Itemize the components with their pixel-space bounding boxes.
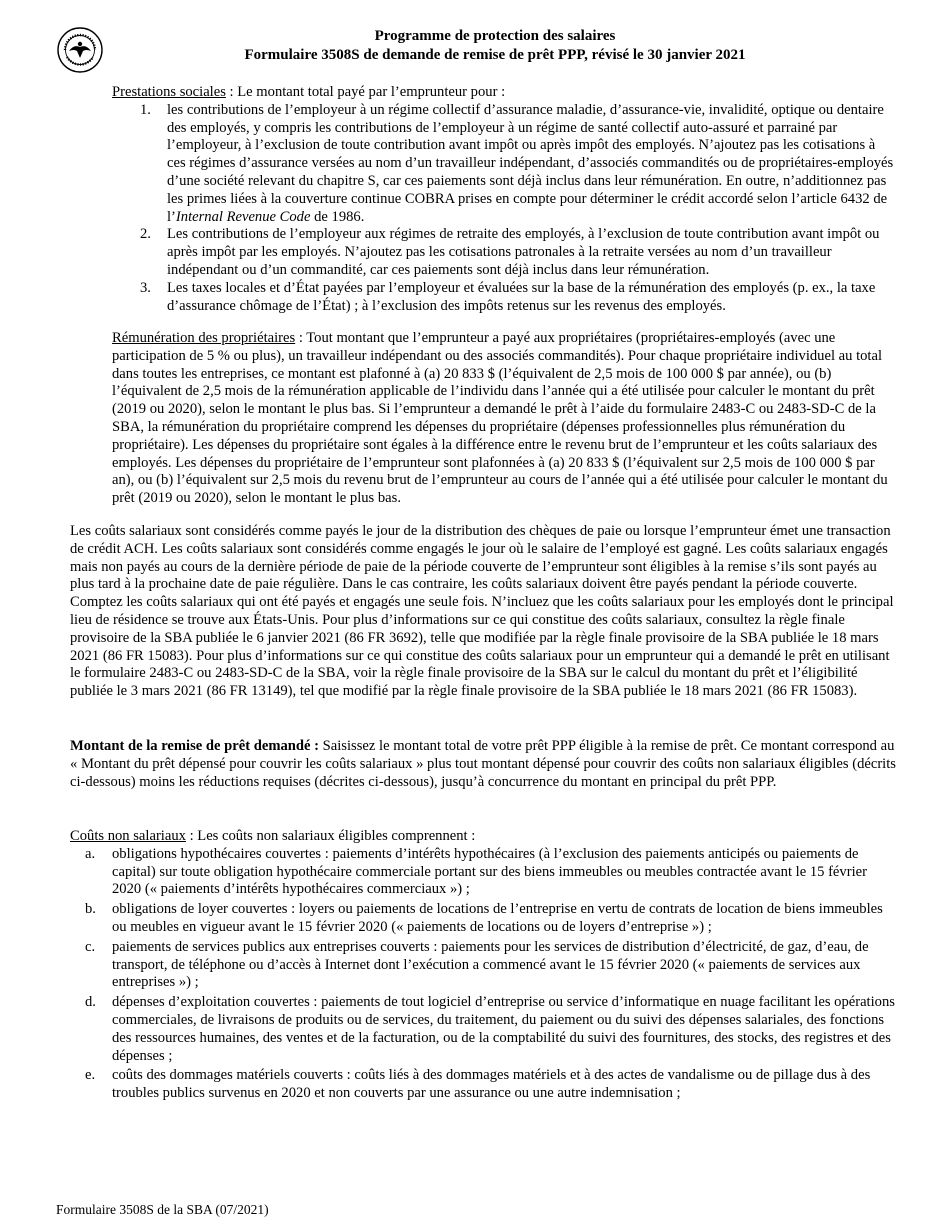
form-title: Formulaire 3508S de demande de remise de prêt PPP, révisé le 30 janvier 2021 xyxy=(244,47,746,63)
list-item: a. obligations hypothécaires couvertes : paiements d’intérêts hypothécaires (à l’exclusion des paiements anticipés ou paiements de capital) sur toute obligation hypothécaire commerciale portant sur des biens immeubles ou meubles contractée avant le 15 février 2020 (« paiements d’intérêts hypothécaires commerciaux ») ; xyxy=(85,845,867,898)
owner-compensation-section xyxy=(112,330,897,508)
owner-compensation-text: Rémunération des propriétaires : Tout montant que l’emprunteur a payé aux propriétaires (propriétaires-employés (avec une participation de 5 % ou plus), un travailleur indépendant ou des associés commandités). Pour chaque propriétaire individuel au total dans toutes les entreprises, ce montant est plafonné à (a) 20 833 $ (l’équivalent de 2,5 mois de 100 000 $ par année), ou (b) l’équivalent de 2,5 mois de la rémunération applicable de l’individu dans l’année qui a été utilisée pour calculer le montant du prêt (2019 ou 2020), selon le montant le plus bas. Si l’emprunteur a demandé le prêt à l’aide du formulaire 2483-C ou 2483-SD-C de la SBA, la rémunération du propriétaire comprend les dépenses du propriétaire (dépenses professionnelles plus rémunération du propriétaire). Les dépenses du propriétaire sont égales à la différence entre le revenu brut de l’emprunteur et les coûts salariaux des employés. Les dépenses du propriétaire de l’emprunteur sont plafonnées à (a) 20 833 $ (l’équivalent sur 2,5 mois de 100 000 $ par an), ou (b) l’équivalent sur 2,5 mois du revenu brut de l’emprunteur au cours de l’année qui a été utilisée pour calculer le montant du prêt (2019 ou 2020), selon le montant le plus bas. xyxy=(112,330,888,507)
list-item: e. coûts des dommages matériels couverts : coûts liés à des dommages matériels et à des actes de vandalisme ou de pillage dus à des troubles publics survenus en 2020 et non couverts par une assurance ou une autre indemnisation ; xyxy=(85,1067,871,1102)
benefits-list xyxy=(112,102,897,316)
payroll-costs-section xyxy=(70,523,897,701)
program-title: Programme de protection des salaires xyxy=(374,28,616,44)
list-item: d. dépenses d’exploitation couvertes : paiements de tout logiciel d’entreprise ou service d’informatique en nuage facilitant les opérations commerciales, de livraisons de produits ou de services, du traitement, du paiement ou du suivi des dépenses salariales, des fonctions des ressources humaines, des ventes et de la facturation, ou de la comptabilité du suivi des fournitures, des stocks, des registres et des dépenses ; xyxy=(85,994,895,1064)
owner-compensation-label: Rémunération des propriétaires xyxy=(112,330,296,346)
page-footer: Formulaire 3508S de la SBA (07/2021) xyxy=(56,1202,269,1217)
benefits-intro: Prestations sociales : Le montant total payé par l’emprunteur pour : xyxy=(112,84,506,100)
nonpayroll-label: Coûts non salariaux xyxy=(70,828,186,844)
forgiveness-amount-section xyxy=(70,738,897,791)
list-item: c. paiements de services publics aux entreprises couverts : paiements pour les services de distribution d’électricité, de gaz, d’eau, de transport, de téléphone ou d’accès à Internet dont l’exécution a commencé avant le 15 février 2020 (« paiements de services aux entreprises ») ; xyxy=(85,938,869,991)
nonpayroll-intro: Coûts non salariaux : Les coûts non salariaux éligibles comprennent : xyxy=(70,828,476,844)
list-item: 1. les contributions de l’employeur à un régime collectif d’assurance maladie, d’assurance-vie, invalidité, optique ou dentaire des employés, y compris les contributions de l’employeur à un régime de santé collectif auto-assuré et parrainé par l’employeur, à l’exclusion de toute contribution avant impôt ou après impôt des employés. N’ajoutez pas les cotisations à ces régimes d’assurance versées au nom d’un travailleur indépendant, d’associés commandités ou de propriétaires-employés d’une société relevant du chapitre S, car ces paiements sont déjà inclus dans leur rémunération. En outre, n’additionnez pas les primes liées à la couverture continue COBRA prises en compte pour déterminer le crédit accordé selon l’article 6432 de l’Internal Revenue Code de 1986. xyxy=(140,101,894,225)
nonpayroll-costs-section xyxy=(70,828,897,1105)
benefits-label: Prestations sociales xyxy=(112,84,226,100)
list-item: 2. Les contributions de l’employeur aux régimes de retraite des employés, à l’exclusion de toute contribution avant impôt ou après impôt par les employés. N’ajoutez pas les cotisations patronales à la retraite versées au nom d’un travailleur indépendant ou d’un commandité, car ces paiements sont déjà inclus dans leur rémunération. xyxy=(140,226,880,278)
benefits-section xyxy=(112,84,897,315)
form-header xyxy=(0,27,950,65)
nonpayroll-list xyxy=(70,846,897,1103)
forgiveness-amount-text: Montant de la remise de prêt demandé : Saisissez le montant total de votre prêt PPP éligible à la remise de prêt. Ce montant correspond au « Montant du prêt dépensé pour couvrir les coûts salariaux » plus tout montant dépensé pour couvrir des coûts non salariaux éligibles (décrits ci-dessous) moins les réductions requises (décrites ci-dessous), jusqu’à concurrence du montant en principal du prêt PPP. xyxy=(70,738,896,790)
list-item: b. obligations de loyer couvertes : loyers ou paiements de locations de l’entreprise en vertu de contrats de location de biens immeubles ou meubles en vigueur avant le 15 février 2020 (« paiements de locations ou de loyers d’entreprise ») ; xyxy=(85,901,883,935)
payroll-costs-text: Les coûts salariaux sont considérés comme payés le jour de la distribution des chèques de paie ou lorsque l’emprunteur émet une transaction de crédit ACH. Les coûts salariaux sont considérés comme engagés le jour où le salaire de l’employé est gagné. Les coûts salariaux engagés mais non payés au cours de la dernière période de paie de la période couverte de l’emprunteur sont éligibles à la remise s’ils sont payés au plus tard à la prochaine date de paie régulière. Dans le cas contraire, les coûts salariaux doivent être payés pendant la période couverte. Comptez les coûts salariaux qui ont été payés et engagés une seule fois. N’incluez que les coûts salariaux pour les employés dont le principal lieu de résidence se trouve aux États-Unis. Pour plus d’informations sur ce qui constitue des coûts salariaux, consultez la règle finale provisoire de la SBA publiée le 6 janvier 2021 (86 FR 3692), telle que modifiée par la règle finale provisoire de la SBA publiée le 18 mars 2021 (86 FR 15083). Pour plus d’informations sur ce qui constitue des coûts salariaux pour un emprunteur qui a demandé le prêt en utilisant le formulaire 2483-C ou 2483-SD-C de la SBA, voir la règle finale provisoire de la SBA sur le calcul du montant du prêt et l’éligibilité publiée le 3 mars 2021 (86 FR 13149), tel que modifié par la règle finale provisoire de la SBA publiée le 18 mars 2021 (86 FR 15083). xyxy=(70,523,894,700)
list-item: 3. Les taxes locales et d’État payées par l’employeur et évaluées sur la base de la rémunération des employés (p. ex., la taxe d’assurance chômage de l’État) ; à l’exclusion des impôts retenus sur les revenus des employés. xyxy=(140,279,876,314)
forgiveness-amount-label: Montant de la remise de prêt demandé : xyxy=(70,738,320,754)
